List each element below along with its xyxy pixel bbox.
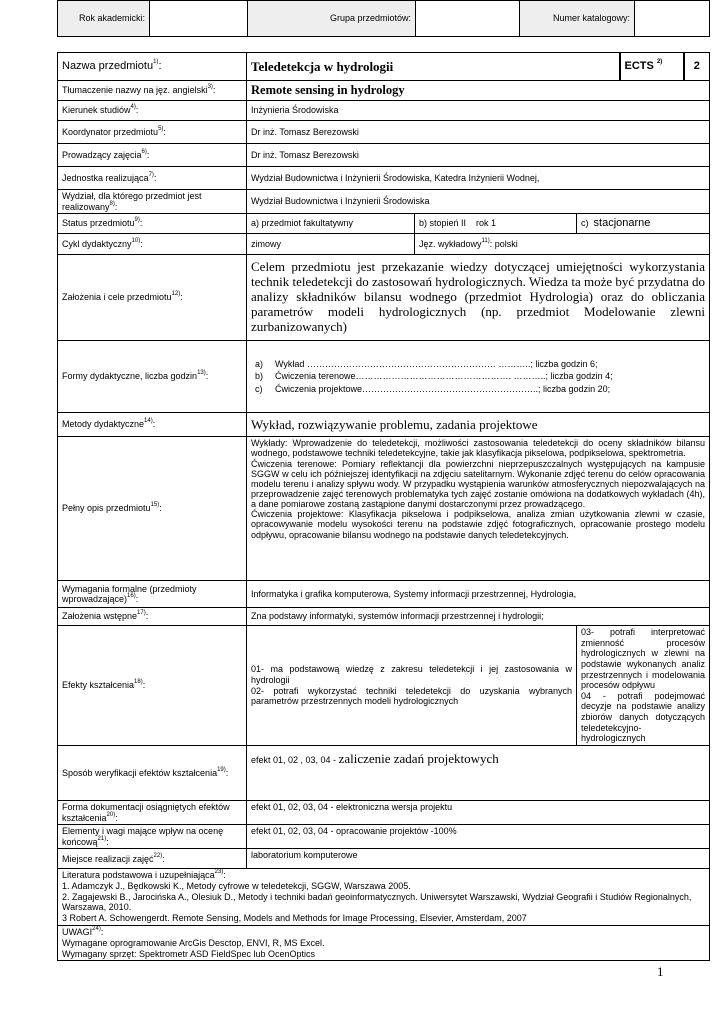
zalozenia-label: Założenia i cele przedmiotu — [62, 292, 172, 303]
formy-item-text: Wykład ……………………………………………………… ………..; liczba godzin 6; — [275, 358, 598, 369]
wydzial-sup: 8) — [109, 200, 115, 207]
koordynator-label-cell: Koordynator przedmiotu$^{5)}$: — [58, 121, 247, 144]
grupa-przedmiotow-label: Grupa przedmiotów: — [248, 1, 416, 37]
wymagania-label-cell: Wymagania formalne (przedmioty wprowadzające)$^{16)}$: — [58, 581, 247, 608]
page-number: 1 — [657, 964, 664, 979]
metody-label: Metody dydaktyczne — [62, 419, 145, 430]
kierunek-label: Kierunek studiów — [62, 105, 131, 116]
cykl-sup: 10) — [131, 237, 141, 244]
wydzial-label: Wydział, dla którego przedmiot jest realizowany — [62, 191, 202, 212]
opis-paragraph: Ćwiczenia terenowe: Pomiary reflektancji dla powierzchni nieprzepuszczalnych występujących na kampusie SGGW w celu ich późniejszej identyfikacji na zdjęciu satelitarnym. Wykonanie zdjęć terenu do celów opracowania modelu terenu i analizy spływu wody. W przypadku wystąpienia warunków atmosferycznych niepozwalających na przeprowadzenie zajęć terenowych problematyka tych zajęć zostanie omówiona na dodatkowych wykładach (4h), a dane pomiarowe zostaną zastąpione danymi dostarczonymi przez prowadzącego. — [251, 458, 706, 510]
efekty-label-cell: Efekty kształcenia$^{18)}$: — [58, 626, 247, 746]
elementy-value: efekt 01, 02, 03, 04 - opracowanie projektów -100% — [247, 825, 710, 849]
grupa-przedmiotow-value[interactable] — [416, 1, 520, 37]
wydzial-value: Wydział Budownictwa i Inżynierii Środowiska — [247, 190, 710, 214]
status-sup: 9) — [134, 217, 140, 224]
kierunek-value: Inżynieria Środowiska — [247, 101, 710, 121]
formy-item — [251, 371, 705, 382]
uwagi-item: Wymagane oprogramowanie ArcGis Desctop, ENVI, R, MS Excel. — [62, 937, 325, 948]
formy-item — [251, 359, 705, 370]
tlumaczenie-sup: 3) — [207, 84, 213, 91]
row-status — [58, 214, 710, 234]
nazwa-value: Teledetekcja w hydrologii — [247, 53, 620, 81]
row-metody — [58, 413, 710, 437]
efekty-left-value: 01- ma podstawową wiedzę z zakresu teledetekcji i jej zastosowania w hydrologii 02- potrafi wykorzystać techniki teledetekcji do uzyskania wybranych parametrów przestrzennych modeli hydrologicznych — [247, 626, 577, 746]
cykl-label-cell: Cykl dydaktyczny$^{10)}$: — [58, 234, 247, 255]
rok-akademicki-value[interactable] — [150, 1, 248, 37]
metody-label-cell: Metody dydaktyczne$^{14)}$: — [58, 413, 247, 437]
formy-sup: 13) — [197, 370, 206, 377]
literatura-item: 2. Zagajewski B., Jarocińska A., Olesiuk D., Metody i techniki badań geoinformatycznych. Uniwersytet Warszawski, Wydział Geografii i Studiów Regionalnych, Warszawa, 2010. — [62, 891, 692, 913]
metody-sup: 14) — [144, 418, 153, 425]
literatura-label: Literatura podstawowa i uzupełniająca — [62, 870, 215, 881]
literatura-sup: 23) — [214, 869, 224, 876]
sposob-label: Sposób weryfikacji efektów kształcenia — [62, 767, 218, 778]
forma-sup: 20) — [106, 811, 116, 818]
miejsce-sup: 22) — [153, 852, 163, 859]
numer-katalogowy-value[interactable] — [635, 1, 710, 37]
row-zalozenia — [58, 255, 710, 341]
metody-value: Wykład, rozwiązywanie problemu, zadania projektowe — [247, 413, 710, 437]
status-b-value: b) stopień II rok 1 — [415, 214, 577, 234]
row-cykl — [58, 234, 710, 255]
opis-label-cell: Pełny opis przedmiotu$^{15)}$: — [58, 437, 247, 581]
formy-item-letter: c) — [255, 384, 263, 395]
zalozenia-wstepne-sup: 17) — [137, 610, 146, 617]
literatura-item: 1. Adamczyk J., Będkowski K., Metody cyfrowe w teledetekcji, SGGW, Warszawa 2005. — [62, 880, 411, 891]
nazwa-label-cell: Nazwa przedmiotu$^{1)}$: — [58, 53, 247, 81]
numer-katalogowy-label: Numer katalogowy: — [520, 1, 635, 37]
efekty-sup: 18) — [134, 679, 143, 686]
jednostka-sup: 7) — [148, 171, 154, 178]
formy-label-cell: Formy dydaktyczne, liczba godzin$^{13)}$: — [58, 341, 247, 413]
sposob-prefix: efekt 01, 02 , 03, 04 - — [251, 754, 339, 765]
jezyk-label: Jęz. wykładowy — [419, 238, 482, 249]
forma-value: efekt 01, 02, 03, 04 - elektroniczna wersja projektu — [247, 800, 710, 824]
zalozenia-label-cell: Założenia i cele przedmiotu$^{12)}$: — [58, 255, 247, 341]
prowadzacy-value: Dr inż. Tomasz Berezowski — [247, 144, 710, 167]
opis-paragraph: Wykłady: Wprowadzenie do teledetekcji, możliwości zastosowania teledetekcji do oceny składników bilansu wodnego, podstawowe techniki teledetekcyjne, takie jak klasyfikacja pikselowa, podpikselowa, spektrometria. — [251, 438, 706, 459]
uwagi-label: UWAGI — [62, 927, 93, 938]
cykl-label: Cykl dydaktyczny — [62, 238, 132, 249]
prowadzacy-sup: 6) — [141, 148, 147, 155]
sposob-label-cell: Sposób weryfikacji efektów kształcenia$^{19)}$: — [58, 745, 247, 800]
literatura-heading: Literatura podstawowa i uzupełniająca$^{23)}$: — [62, 869, 226, 881]
uwagi-item: Wymagany sprzęt: Spektrometr ASD FieldSpec lub OcenOptics — [62, 948, 316, 959]
miejsce-label: Miejsce realizacji zajęć — [62, 853, 154, 864]
row-opis — [58, 437, 710, 581]
row-kierunek — [58, 101, 710, 121]
status-c-cell — [577, 214, 710, 234]
forma-label: Forma dokumentacji osiągniętych efektów kształcenia — [62, 801, 230, 823]
row-wymagania — [58, 581, 710, 608]
syllabus-table — [57, 52, 710, 961]
row-jednostka — [58, 167, 710, 190]
koordynator-sup: 5) — [158, 125, 164, 132]
literatura-item: 3 Robert A. Schowengerdt. Remote Sensing, Models and Methods for Image Processing, Elsevier, Amsterdam, 2007 — [62, 912, 527, 923]
prowadzacy-label-cell: Prowadzący zajęcia$^{6)}$: — [58, 144, 247, 167]
row-sposob — [58, 745, 710, 800]
formy-item-text: Ćwiczenia terenowe……………………………………………. ………..; liczba godzin 4; — [275, 371, 613, 382]
row-zalozenia-wstepne — [58, 608, 710, 626]
jednostka-value: Wydział Budownictwa i Inżynierii Środowiska, Katedra Inżynierii Wodnej, — [247, 167, 710, 190]
jezyk-cell — [415, 234, 710, 255]
nazwa-label: Nazwa przedmiotu — [62, 60, 154, 73]
wymagania-label: Wymagania formalne (przedmioty wprowadzające) — [62, 583, 197, 605]
koordynator-label: Koordynator przedmiotu — [62, 126, 159, 137]
row-efekty — [58, 626, 710, 746]
prowadzacy-label: Prowadzący zajęcia — [62, 149, 142, 160]
ects-sup: 2) — [656, 59, 663, 66]
row-nazwa — [58, 53, 710, 81]
tlumaczenie-value: Remote sensing in hydrology — [247, 81, 710, 101]
row-forma — [58, 800, 710, 824]
status-label: Status przedmiotu — [62, 218, 135, 229]
uwagi-cell — [58, 926, 710, 961]
wymagania-sup: 16) — [127, 593, 136, 600]
sposob-cell — [247, 745, 710, 800]
zalozenia-value: Celem przedmiotu jest przekazanie wiedzy dotyczącej umiejętności wykorzystania technik teledetekcji do zastosowań hydrologicznych. Wiedza ta może być przydatna do analizy składników bilansu wodnego (przedmiot Hydrologia) oraz do obliczania parametrów modeli hydrologicznych (np. przedmiot Modelowanie zlewni zurbanizowanych) — [247, 255, 710, 341]
wydzial-label-cell: Wydział, dla którego przedmiot jest realizowany$^{8)}$: — [58, 190, 247, 214]
zalozenia-wstepne-label: Założenia wstępne — [62, 611, 138, 622]
opis-sup: 15) — [150, 502, 160, 509]
zalozenia-wstepne-label-cell: Założenia wstępne$^{17)}$: — [58, 608, 247, 626]
ects-label-cell — [620, 53, 684, 81]
header-bar — [57, 0, 710, 37]
koordynator-value: Dr inż. Tomasz Berezowski — [247, 121, 710, 144]
row-prowadzacy — [58, 144, 710, 167]
jezyk-sup: 11) — [481, 237, 490, 244]
sposob-value: zaliczenie zadań projektowych — [338, 750, 499, 766]
formy-item-text: Ćwiczenia projektowe…………………………………………………..; liczba godzin 20; — [275, 384, 611, 395]
ects-value: 2 — [684, 53, 710, 81]
row-literatura — [58, 869, 710, 926]
cykl-value: zimowy — [247, 234, 415, 255]
sposob-sup: 19) — [217, 766, 226, 773]
forma-label-cell: Forma dokumentacji osiągniętych efektów kształcenia$^{20)}$: — [58, 800, 247, 824]
efekty-label: Efekty kształcenia — [62, 680, 135, 691]
row-uwagi — [58, 926, 710, 961]
tlumaczenie-label: Tłumaczenie nazwy na jęz. angielski — [62, 85, 208, 96]
efekty-right-value: 03- potrafi interpretować zmienność procesów hydrologicznych w zlewni na podstawie wykonanych analiz przestrzennych i modelowania procesów odpływu 04 - potrafi podejmować decyzje na podstawie analizy zbiorów danych dotyczących teledetekcyjno-hydrologicznych — [577, 626, 710, 746]
formy-item — [251, 384, 705, 395]
kierunek-sup: 4) — [130, 104, 136, 111]
formy-item-letter: a) — [255, 358, 264, 369]
opis-value — [247, 437, 710, 581]
elementy-sup: 21) — [97, 835, 107, 842]
row-tlumaczenie — [58, 81, 710, 101]
jezyk-value: : polski — [489, 238, 518, 249]
opis-paragraph: Ćwiczenia projektowe: Klasyfikacja pikselowa i podpikselowa, analiza zmian użytkowania zlewni w czasie, opracowywanie modelu wysokości terenu na podstawie zdjęć fotograficznych, opracowanie prostego modelu odpływu, opracowanie bilansu wodnego na podstawie danych teledetekcyjnych. — [251, 509, 706, 540]
tlumaczenie-label-cell: Tłumaczenie nazwy na jęz. angielski$^{3)}$: — [58, 81, 247, 101]
jednostka-label-cell: Jednostka realizująca$^{7)}$: — [58, 167, 247, 190]
formy-item-letter: b) — [255, 371, 264, 382]
uwagi-sup: 24) — [92, 926, 101, 933]
zalozenia-wstepne-value: Zna podstawy informatyki, systemów informacji przestrzennej i hydrologii; — [247, 608, 710, 626]
opis-label: Pełny opis przedmiotu — [62, 503, 151, 514]
status-a-value: a) przedmiot fakultatywny — [247, 214, 415, 234]
status-label-cell: Status przedmiotu$^{9)}$: — [58, 214, 247, 234]
row-formy — [58, 341, 710, 413]
elementy-label-cell: Elementy i wagi mające wpływ na ocenę końcową$^{21)}$: — [58, 825, 247, 849]
row-miejsce — [58, 849, 710, 869]
miejsce-value: laboratorium komputerowe — [247, 849, 710, 869]
uwagi-heading: UWAGI$^{24)}$: — [62, 926, 104, 938]
row-koordynator — [58, 121, 710, 144]
status-c-prefix: c) — [581, 218, 589, 229]
nazwa-sup: 1) — [153, 59, 159, 66]
miejsce-label-cell: Miejsce realizacji zajęć$^{22)}$: — [58, 849, 247, 869]
rok-akademicki-label: Rok akademicki: — [58, 1, 150, 37]
status-c-value: stacjonarne — [593, 217, 651, 230]
formy-label: Formy dydaktyczne, liczba godzin — [62, 371, 198, 382]
row-wydzial — [58, 190, 710, 214]
row-elementy — [58, 825, 710, 849]
elementy-label: Elementy i wagi mające wpływ na ocenę końcową — [62, 826, 224, 847]
wymagania-value: Informatyka i grafika komputerowa, Systemy informacji przestrzennej, Hydrologia, — [247, 581, 710, 608]
zalozenia-sup: 12) — [171, 291, 181, 298]
jednostka-label: Jednostka realizująca — [62, 172, 149, 183]
kierunek-label-cell: Kierunek studiów$^{4)}$: — [58, 101, 247, 121]
literatura-cell — [58, 869, 710, 926]
ects-label: ECTS — [624, 60, 654, 73]
formy-list — [247, 341, 710, 413]
